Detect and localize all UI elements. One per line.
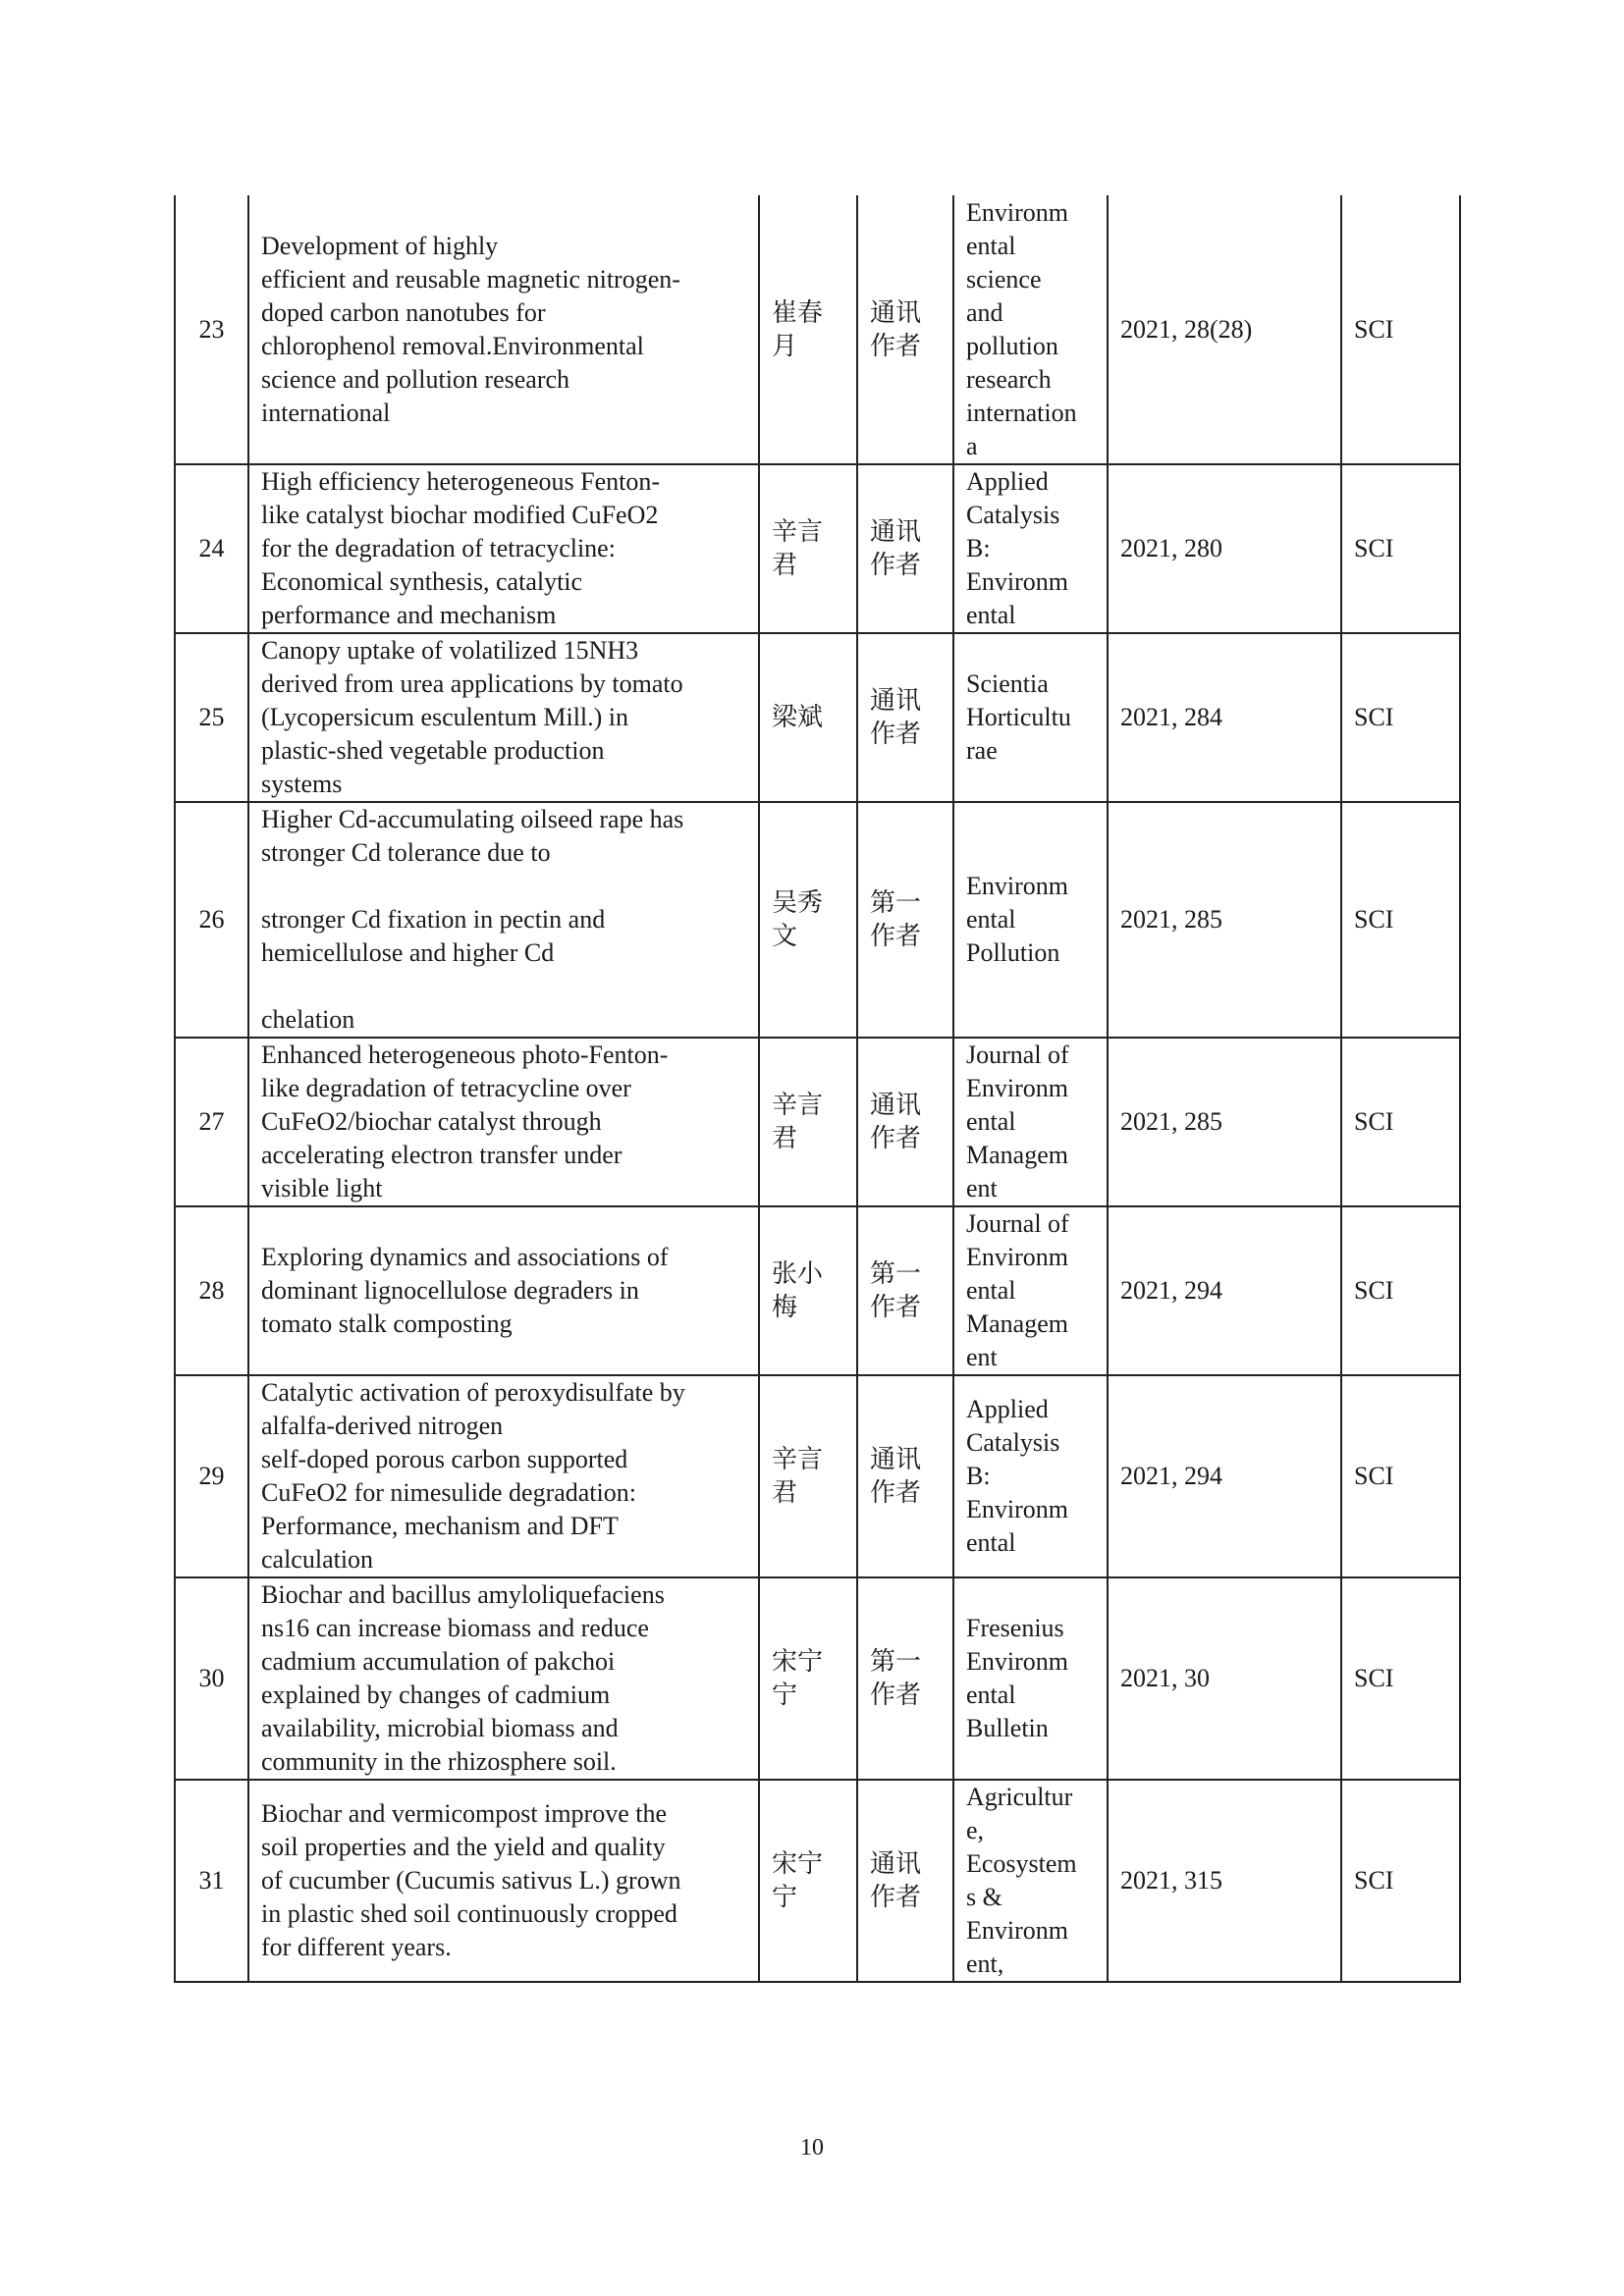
table-row [175, 1375, 1460, 1577]
journal-name-line: internation [966, 398, 1077, 427]
author-role-line: 作者 [870, 1883, 922, 1912]
paper-title-line: hemicellulose and higher Cd [261, 938, 555, 967]
journal-name-line: Managem [966, 1141, 1068, 1169]
table-row [175, 633, 1460, 802]
year-volume: 2021, 285 [1108, 802, 1341, 1038]
author-name-line: 宁 [772, 1681, 798, 1710]
journal-name-line: Environm [966, 1074, 1068, 1102]
journal-name-line: Environm [966, 1647, 1068, 1676]
author-role-line: 第一 [870, 1259, 922, 1289]
journal-name [953, 633, 1108, 802]
table-row [175, 1577, 1460, 1780]
author-role-line: 作者 [870, 922, 922, 951]
journal-name-line: Journal of [966, 1041, 1069, 1069]
author-name-line: 张小 [772, 1259, 824, 1289]
journal-name-line: Environm [966, 872, 1068, 900]
journal-name-line: Managem [966, 1309, 1068, 1338]
author-name [759, 633, 857, 802]
journal-name-line: and [966, 297, 1003, 327]
paper-title [248, 802, 759, 1038]
paper-title-line: (Lycopersicum esculentum Mill.) in [261, 703, 629, 731]
paper-title-line: chlorophenol removal.Environmental [261, 331, 644, 360]
author-name [759, 802, 857, 1038]
paper-title-line: visible light [261, 1174, 383, 1202]
paper-title-line: of cucumber (Cucumis sativus L.) grown [261, 1866, 681, 1895]
row-number: 23 [175, 195, 248, 464]
author-role-line: 作者 [870, 1293, 922, 1322]
journal-name-line: s & [966, 1883, 1002, 1911]
paper-title-line: Canopy uptake of volatilized 15NH3 [261, 636, 639, 665]
paper-title-line: calculation [261, 1545, 374, 1574]
journal-name-line: Ecosystem [966, 1849, 1077, 1878]
paper-title-line: Enhanced heterogeneous photo-Fenton- [261, 1041, 669, 1069]
paper-title-line: derived from urea applications by tomato [261, 669, 683, 698]
journal-name-line: ental [966, 1681, 1016, 1709]
author-role [857, 195, 953, 464]
paper-title-line: alfalfa-derived nitrogen [261, 1412, 504, 1440]
row-number: 26 [175, 802, 248, 1038]
journal-name-line: Bulletin [966, 1714, 1049, 1742]
paper-title [248, 1780, 759, 1982]
paper-title-line: Performance, mechanism and DFT [261, 1512, 619, 1540]
paper-title-line [261, 196, 746, 230]
paper-title [248, 1577, 759, 1780]
table-row [175, 1780, 1460, 1982]
index-type: SCI [1341, 1780, 1460, 1982]
author-role [857, 1577, 953, 1780]
year-volume: 2021, 294 [1108, 1206, 1341, 1375]
author-name-line: 辛言 [772, 1445, 824, 1474]
journal-name-line: Environm [966, 197, 1068, 227]
journal-name-line: Agricultur [966, 1783, 1073, 1811]
author-name-line: 吴秀 [772, 888, 824, 918]
journal-name-line: ental [966, 1276, 1016, 1305]
paper-title [248, 464, 759, 633]
paper-title-line [261, 870, 746, 903]
paper-title-line: for the degradation of tetracycline: [261, 534, 616, 562]
author-name-line: 辛言 [772, 517, 824, 547]
paper-title-line: international [261, 398, 391, 427]
paper-title-line: Biochar and bacillus amyloliquefaciens [261, 1580, 665, 1609]
journal-name-line: Scientia [966, 669, 1049, 698]
author-role-line: 第一 [870, 888, 922, 918]
journal-name-line: Applied [966, 1395, 1049, 1423]
author-role-line: 通讯 [870, 1445, 922, 1474]
index-type: SCI [1341, 1577, 1460, 1780]
index-type: SCI [1341, 633, 1460, 802]
author-role-line: 作者 [870, 331, 922, 361]
row-number: 30 [175, 1577, 248, 1780]
author-role-line: 作者 [870, 1681, 922, 1710]
journal-name-line: Environm [966, 1916, 1068, 1945]
year-volume: 2021, 315 [1108, 1780, 1341, 1982]
paper-title-line [261, 430, 746, 463]
author-name-line: 宁 [772, 1883, 798, 1912]
author-name-line: 梁斌 [772, 703, 824, 732]
paper-title-line: stronger Cd tolerance due to [261, 838, 551, 867]
paper-title-line: Exploring dynamics and associations of [261, 1243, 669, 1271]
journal-name-line: rae [966, 736, 998, 765]
journal-name-line: e, [966, 1816, 985, 1844]
author-role-line: 通讯 [870, 1091, 922, 1120]
author-name [759, 1577, 857, 1780]
journal-name [953, 1780, 1108, 1982]
author-role [857, 633, 953, 802]
author-role-line: 作者 [870, 551, 922, 580]
paper-title [248, 1375, 759, 1577]
author-role-line: 作者 [870, 1124, 922, 1153]
journal-name-line: ent, [966, 1949, 1004, 1978]
author-name-line: 宋宁 [772, 1647, 824, 1677]
journal-name-line: ent [966, 1343, 998, 1371]
table-row [175, 464, 1460, 633]
author-name-line: 崔春 [772, 297, 824, 328]
paper-title-line: explained by changes of cadmium [261, 1681, 611, 1709]
author-role-line: 作者 [870, 720, 922, 749]
journal-name [953, 195, 1108, 464]
journal-name-line: Catalysis [966, 501, 1060, 529]
year-volume: 2021, 284 [1108, 633, 1341, 802]
author-role-line: 通讯 [870, 297, 922, 328]
author-role [857, 1375, 953, 1577]
publication-table [174, 195, 1461, 1983]
journal-name-line: B: [966, 1462, 991, 1490]
author-role [857, 802, 953, 1038]
row-number: 31 [175, 1780, 248, 1982]
year-volume: 2021, 28(28) [1108, 195, 1341, 464]
paper-title-line: Biochar and vermicompost improve the [261, 1799, 668, 1828]
table-row [175, 1038, 1460, 1206]
paper-title-line: doped carbon nanotubes for [261, 297, 546, 327]
paper-title-line: Economical synthesis, catalytic [261, 567, 583, 596]
paper-title [248, 195, 759, 464]
index-type: SCI [1341, 195, 1460, 464]
author-name [759, 1038, 857, 1206]
year-volume: 2021, 285 [1108, 1038, 1341, 1206]
paper-title-line: systems [261, 770, 343, 798]
row-number: 27 [175, 1038, 248, 1206]
journal-name [953, 1038, 1108, 1206]
table-row [175, 195, 1460, 464]
paper-title-line: like catalyst biochar modified CuFeO2 [261, 501, 659, 529]
paper-title-line: ns16 can increase biomass and reduce [261, 1614, 649, 1642]
paper-title-line: efficient and reusable magnetic nitrogen- [261, 264, 680, 294]
paper-title-line: science and pollution research [261, 364, 570, 394]
journal-name-line: pollution [966, 331, 1058, 360]
journal-name-line: Horticultu [966, 703, 1071, 731]
journal-name-line: ental [966, 601, 1016, 629]
year-volume: 2021, 30 [1108, 1577, 1341, 1780]
author-role-line: 通讯 [870, 1849, 922, 1879]
journal-name-line: Catalysis [966, 1428, 1060, 1457]
paper-title-line: tomato stalk composting [261, 1309, 513, 1338]
paper-title-line: community in the rhizosphere soil. [261, 1747, 617, 1776]
author-name-line: 文 [772, 922, 798, 951]
author-name [759, 1375, 857, 1577]
paper-title-line: dominant lignocellulose degraders in [261, 1276, 639, 1305]
author-name-line: 月 [772, 331, 798, 361]
paper-title-line: CuFeO2/biochar catalyst through [261, 1107, 602, 1136]
author-name [759, 464, 857, 633]
index-type: SCI [1341, 464, 1460, 633]
journal-name-line: Pollution [966, 938, 1060, 967]
journal-name-line: Fresenius [966, 1614, 1064, 1642]
journal-name-line: B: [966, 534, 991, 562]
row-number: 29 [175, 1375, 248, 1577]
author-role-line: 通讯 [870, 517, 922, 547]
journal-name-line: ental [966, 231, 1016, 260]
journal-name-line: a [966, 431, 978, 460]
paper-title-line: performance and mechanism [261, 601, 557, 629]
row-number: 24 [175, 464, 248, 633]
journal-name [953, 802, 1108, 1038]
paper-title-line: self-doped porous carbon supported [261, 1445, 628, 1473]
author-name-line: 君 [772, 1124, 798, 1153]
author-role-line: 通讯 [870, 686, 922, 716]
journal-name-line: Environm [966, 567, 1068, 596]
paper-title-line: accelerating electron transfer under [261, 1141, 623, 1169]
author-role [857, 1038, 953, 1206]
journal-name-line: research [966, 364, 1052, 394]
table-row [175, 802, 1460, 1038]
journal-name [953, 1577, 1108, 1780]
table-body [175, 195, 1460, 1982]
author-role-line: 作者 [870, 1478, 922, 1508]
author-name [759, 195, 857, 464]
journal-name [953, 1375, 1108, 1577]
paper-title [248, 1038, 759, 1206]
author-name-line: 君 [772, 551, 798, 580]
journal-name-line: ental [966, 1528, 1016, 1557]
index-type: SCI [1341, 1206, 1460, 1375]
year-volume: 2021, 294 [1108, 1375, 1341, 1577]
paper-title-line: stronger Cd fixation in pectin and [261, 905, 606, 934]
journal-name-line: science [966, 264, 1042, 294]
index-type: SCI [1341, 1375, 1460, 1577]
journal-name [953, 464, 1108, 633]
paper-title-line: cadmium accumulation of pakchoi [261, 1647, 616, 1676]
row-number: 25 [175, 633, 248, 802]
journal-name-line: Applied [966, 467, 1049, 496]
journal-name [953, 1206, 1108, 1375]
author-name-line: 梅 [772, 1293, 798, 1322]
author-role-line: 第一 [870, 1647, 922, 1677]
paper-title-line: Catalytic activation of peroxydisulfate by [261, 1378, 685, 1407]
paper-title-line: Higher Cd-accumulating oilseed rape has [261, 805, 684, 833]
row-number: 28 [175, 1206, 248, 1375]
paper-title-line [261, 970, 746, 1003]
paper-title [248, 633, 759, 802]
journal-name-line: ent [966, 1174, 998, 1202]
page-number: 10 [800, 2135, 824, 2161]
paper-title-line: plastic-shed vegetable production [261, 736, 605, 765]
journal-name-line: ental [966, 905, 1016, 934]
author-name [759, 1206, 857, 1375]
paper-title-line: High efficiency heterogeneous Fenton- [261, 467, 660, 496]
paper-title-line: CuFeO2 for nimesulide degradation: [261, 1478, 636, 1507]
index-type: SCI [1341, 802, 1460, 1038]
table-row [175, 1206, 1460, 1375]
author-role [857, 1206, 953, 1375]
author-name-line: 辛言 [772, 1091, 824, 1120]
paper-title-line: soil properties and the yield and quality [261, 1833, 666, 1861]
author-name-line: 宋宁 [772, 1849, 824, 1879]
year-volume: 2021, 280 [1108, 464, 1341, 633]
paper-title-line: chelation [261, 1005, 355, 1034]
journal-name-line: Environm [966, 1243, 1068, 1271]
paper-title-line: for different years. [261, 1933, 452, 1961]
author-role [857, 1780, 953, 1982]
journal-name-line: Environm [966, 1495, 1068, 1523]
paper-title [248, 1206, 759, 1375]
paper-title-line: in plastic shed soil continuously cropped [261, 1899, 677, 1928]
author-name-line: 君 [772, 1478, 798, 1508]
author-name [759, 1780, 857, 1982]
paper-title-line: availability, microbial biomass and [261, 1714, 619, 1742]
paper-title-line: like degradation of tetracycline over [261, 1074, 631, 1102]
index-type: SCI [1341, 1038, 1460, 1206]
journal-name-line: Journal of [966, 1209, 1069, 1238]
paper-title-line: Development of highly [261, 231, 499, 260]
journal-name-line: ental [966, 1107, 1016, 1136]
author-role [857, 464, 953, 633]
